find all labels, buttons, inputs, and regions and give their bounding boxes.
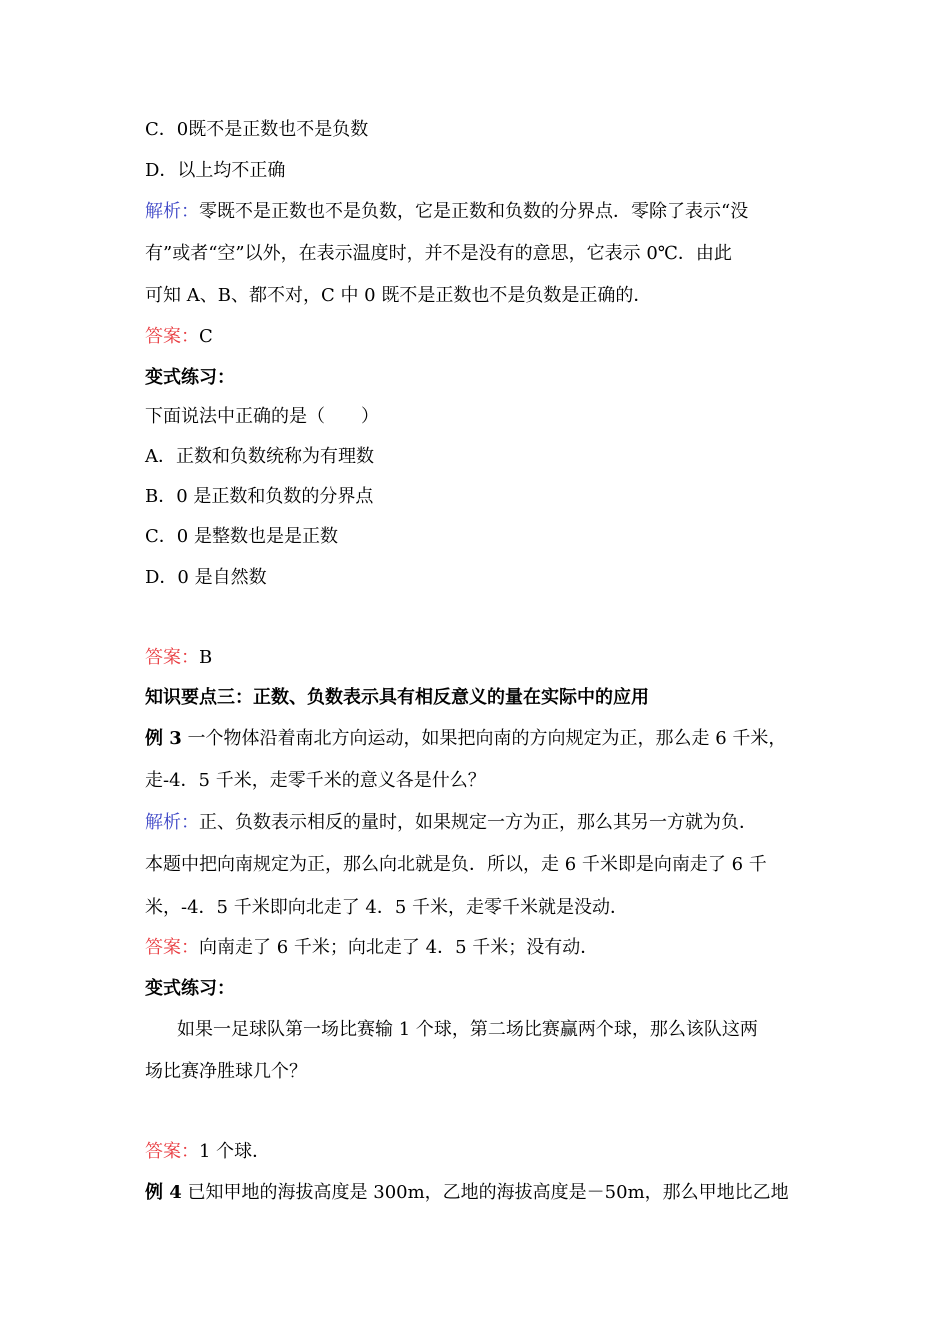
practice1-option-c: C．0 是整数也是是正数	[145, 526, 338, 547]
analysis-text: 零既不是正数也不是负数，它是正数和负数的分界点．零除了表示“没	[199, 201, 749, 222]
ex2-option-c: C．0既不是正数也不是负数	[145, 119, 369, 140]
practice2-title: 变式练习：	[145, 978, 235, 999]
practice1-answer	[145, 646, 212, 670]
answer-text: 1 个球．	[199, 1141, 271, 1162]
ex3-analysis-line-3: 米，-4．5 千米即向北走了 4．5 千米，走零千米就是没动．	[145, 897, 629, 918]
question-text: 已知甲地的海拔高度是 300m，乙地的海拔高度是－50m，那么甲地比乙地	[181, 1182, 789, 1203]
practice1-question: 下面说法中正确的是（ ）	[145, 406, 379, 427]
practice2-question-line-2: 场比赛净胜球几个？	[145, 1061, 307, 1082]
practice2-question-line-1: 如果一足球队第一场比赛输 1 个球，第二场比赛赢两个球，那么该队这两	[177, 1019, 758, 1040]
ex3-question-line-1	[145, 727, 786, 751]
ex3-answer	[145, 936, 598, 960]
answer-label: 答案：	[145, 1141, 199, 1162]
ex3-question-line-2: 走-4．5 千米，走零千米的意义各是什么？	[145, 770, 486, 791]
ex3-analysis-line-1	[145, 811, 757, 835]
analysis-label: 解析：	[145, 812, 199, 833]
ex3-analysis-line-2: 本题中把向南规定为正，那么向北就是负．所以，走 6 千米即是向南走了 6 千	[145, 854, 767, 875]
practice1-option-a: A．正数和负数统称为有理数	[145, 446, 374, 467]
answer-label: 答案：	[145, 937, 199, 958]
ex2-option-d: D．以上均不正确	[145, 160, 286, 181]
ex2-answer	[145, 325, 213, 349]
section3-title: 知识要点三：正数、负数表示具有相反意义的量在实际中的应用	[145, 687, 649, 708]
question-text: 一个物体沿着南北方向运动，如果把向南的方向规定为正，那么走 6 千米，	[181, 728, 787, 749]
answer-label: 答案：	[145, 326, 199, 347]
analysis-text: 正、负数表示相反的量时，如果规定一方为正，那么其另一方就为负．	[199, 812, 757, 833]
answer-label: 答案：	[145, 647, 199, 668]
ex4-question-line-1	[145, 1181, 789, 1205]
example-label: 例 3	[145, 728, 182, 749]
answer-text: C	[199, 326, 213, 347]
practice1-title: 变式练习：	[145, 367, 235, 388]
analysis-label: 解析：	[145, 201, 199, 222]
ex2-analysis-line-1	[145, 200, 748, 224]
practice2-answer	[145, 1140, 270, 1164]
practice1-option-d: D．0 是自然数	[145, 567, 267, 588]
answer-text: B	[199, 647, 213, 668]
example-label: 例 4	[145, 1182, 182, 1203]
practice1-option-b: B．0 是正数和负数的分界点	[145, 486, 374, 507]
ex2-analysis-line-3: 可知 A、B、都不对，C 中 0 既不是正数也不是负数是正确的．	[145, 285, 652, 306]
answer-text: 向南走了 6 千米；向北走了 4．5 千米；没有动．	[199, 937, 599, 958]
ex2-analysis-line-2: 有”或者“空”以外，在表示温度时，并不是没有的意思，它表示 0℃．由此	[145, 243, 732, 264]
